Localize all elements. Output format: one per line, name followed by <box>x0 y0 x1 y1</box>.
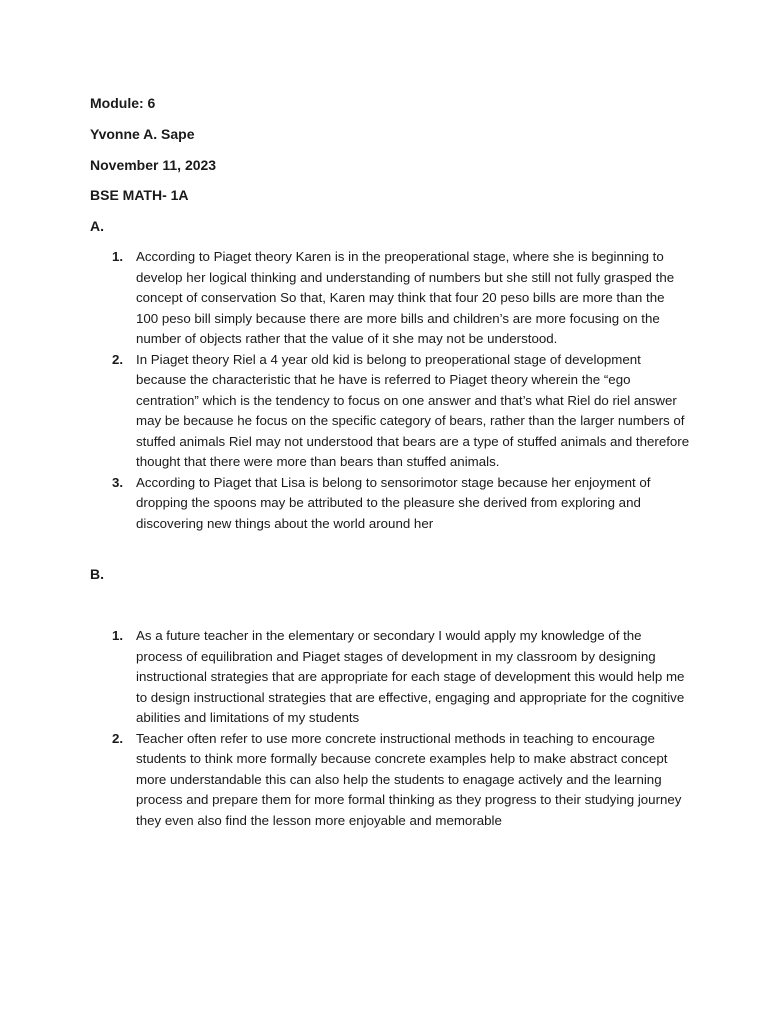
course-label: BSE MATH- 1A <box>90 187 189 203</box>
list-item-number: 3. <box>112 474 124 490</box>
section-a-label: A. <box>90 218 104 234</box>
section-b-list <box>90 626 690 831</box>
list-item <box>90 247 690 350</box>
list-item <box>90 729 690 832</box>
document-date: November 11, 2023 <box>90 157 217 173</box>
list-item-number: 1. <box>112 628 124 643</box>
list-item-text: In Piaget theory Riel a 4 year old kid is belong to preoperational stage of development because the characteristic that he have is referred to Piaget theory wherein the “ego centration” which is the tendency to focus on one answer and that’s what Riel do riel answer may be because he focus on the specific category of bears, rather than the larger numbers of stuffed animals Riel may not understood that bears are a type of stuffed animals and therefore thought that there were more than bears than stuffed animals. <box>136 351 690 469</box>
list-item-number: 2. <box>112 730 124 746</box>
list-item-text: According to Piaget theory Karen is in the preoperational stage, where she is beginning to develop her logical thinking and understanding of numbers but she still not fully grasped the concept of conservation So that, Karen may think that four 20 peso bills are more than the 100 peso bill simply because there are more bills and children’s are more focusing on the number of objects rather that the value of it she may not be understood. <box>136 249 675 346</box>
list-item <box>90 473 690 535</box>
section-a-list <box>90 247 690 534</box>
module-heading: Module: 6 <box>90 95 156 111</box>
list-item-number: 2. <box>112 351 124 367</box>
student-name: Yvonne A. Sape <box>90 126 195 142</box>
section-b-label: B. <box>90 566 104 582</box>
list-item <box>90 626 690 729</box>
list-item-number: 1. <box>112 249 124 264</box>
list-item-text: According to Piaget that Lisa is belong to sensorimotor stage because her enjoyment of dropping the spoons may be attributed to the pleasure she derived from exploring and discovering new things about the world around her <box>136 474 651 531</box>
list-item-text: Teacher often refer to use more concrete instructional methods in teaching to encourage students to think more formally because concrete examples help to make abstract concept more understandable this can also help the students to enagage actively and the learning process and prepare them for more formal thinking as they progress to their studying journey they even also find the lesson more enjoyable and memorable <box>136 730 682 828</box>
list-item <box>90 350 690 473</box>
list-item-text: As a future teacher in the elementary or secondary I would apply my knowledge of the process of equilibration and Piaget stages of development in my classroom by designing instructional strategies that are appropriate for each stage of development this would help me to design instructional strategies that are effective, engaging and appropriate for the cognitive abilities and limitations of my students <box>136 628 685 725</box>
